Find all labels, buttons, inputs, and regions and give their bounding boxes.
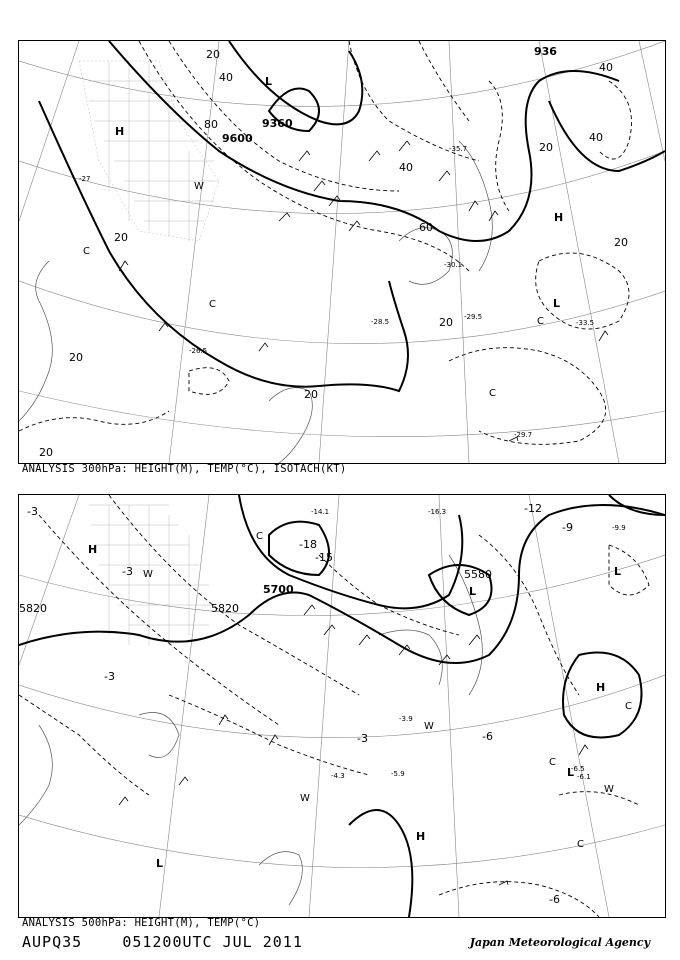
system-w-west: W [143,569,153,580]
system-c-south: C [577,839,584,850]
wind-barbs [119,141,608,441]
isotherm-label-m3-a: -3 [27,505,38,518]
height-label-5820-mid: 5820 [211,602,239,615]
height-label-9360: 9360 [262,117,293,130]
chart-code-line [22,933,303,951]
system-w-south: W [300,793,310,804]
system-c-north: C [256,531,263,542]
system-c-east: C [549,757,556,768]
isotach-label-40: 40 [399,161,413,174]
temp-label-f: -35.7 [449,145,468,153]
height-label-936: 936 [534,45,557,58]
caption-500hpa: ANALYSIS 500hPa: HEIGHT(M), TEMP(°C) [22,917,261,929]
isotach-label-20-c: 20 [439,316,453,329]
wind-barbs [119,605,588,885]
isotach-label-60: 60 [419,221,433,234]
isotherm-label-m12: -12 [524,502,542,515]
isotach-label-40-b: 40 [219,71,233,84]
system-c-east: C [537,316,544,327]
system-l-east: L [553,297,561,310]
height-label-5580: 5580 [464,568,492,581]
system-h-east: H [596,681,606,694]
coastlines [19,141,492,463]
isotach-label-20: 20 [206,48,220,61]
temp-label-g: -16.3 [428,508,447,516]
dashed-contours [19,41,632,444]
system-w-mid: W [194,181,204,192]
map-panel-300hpa [18,40,666,464]
caption-300hpa: ANALYSIS 300hPa: HEIGHT(M), TEMP(°C), ISOTACH(KT) [22,463,347,475]
temp-label-a: -27 [79,175,91,183]
isotach-label-20-e: 20 [69,351,83,364]
isotherm-label-m3-c: -3 [104,670,115,683]
temp-label-f: -14.1 [311,508,330,516]
isotach-label-20-h: 20 [39,446,53,459]
temp-label-d: -6.1 [577,773,591,781]
temp-label-h: -9.9 [612,524,626,532]
height-label-9600: 9600 [222,132,253,145]
system-l-north: L [265,75,273,88]
temp-label-c: -33.5 [576,319,595,327]
chart-code: AUPQ35 [22,933,83,951]
system-c-far-east: C [625,701,632,712]
isotherm-label-m3-d: -3 [357,732,368,745]
system-l-northeast: L [614,565,622,578]
temp-label-e: -28.5 [371,318,390,326]
isotach-label-80: 80 [204,118,218,131]
temp-label-g: -30.1 [444,261,463,269]
isotherm-label-m15: -15 [315,551,333,564]
valid-time: 051200UTC JUL 2011 [122,933,303,951]
isotach-label-20-f: 20 [539,141,553,154]
agency-name: Japan Meteorological Agency [469,936,650,949]
temp-label-c: -4.3 [331,772,345,780]
system-l-south: L [156,857,164,870]
height-contours [39,41,665,391]
map-500hpa-svg [19,495,665,917]
graticule-lon [19,41,665,463]
isotherm-label-m9: -9 [562,521,573,534]
isotach-label-20-d: 20 [304,388,318,401]
graticule-lat [19,555,665,868]
system-w-mid: W [424,721,434,732]
isotach-label-20-b: 20 [114,231,128,244]
system-h-west: H [88,543,98,556]
system-w-east: W [604,784,614,795]
system-c-mid: C [209,299,216,310]
dashed-contours [19,495,649,917]
system-c-south: C [489,388,496,399]
system-h-south: H [416,830,426,843]
isotherm-label-m6-a: -6 [482,730,493,743]
system-l-east: L [567,766,575,779]
temp-label-d: -26.5 [189,347,208,355]
isotherm-label-m6-b: -6 [549,893,560,906]
isotach-label-40-d: 40 [589,131,603,144]
hatched-region [79,61,219,241]
isotherm-label-m3-b: -3 [122,565,133,578]
system-c-west: C [83,246,90,257]
height-label-5820-west: 5820 [19,602,47,615]
temp-label-b: -5.9 [391,770,405,778]
height-label-5700: 5700 [263,583,294,596]
system-l-north: L [469,585,477,598]
system-h-west: H [115,125,125,138]
isotach-label-40-c: 40 [599,61,613,74]
temp-label-h: -29.7 [514,431,533,439]
isotherm-label-m18: -18 [299,538,317,551]
temp-label-e: -3.9 [399,715,413,723]
system-h-east: H [554,211,564,224]
map-panel-500hpa [18,494,666,918]
isotach-label-20-g: 20 [614,236,628,249]
temp-label-b: -29.5 [464,313,483,321]
temp-label-a: -6.5 [571,765,585,773]
map-300hpa-svg [19,41,665,463]
